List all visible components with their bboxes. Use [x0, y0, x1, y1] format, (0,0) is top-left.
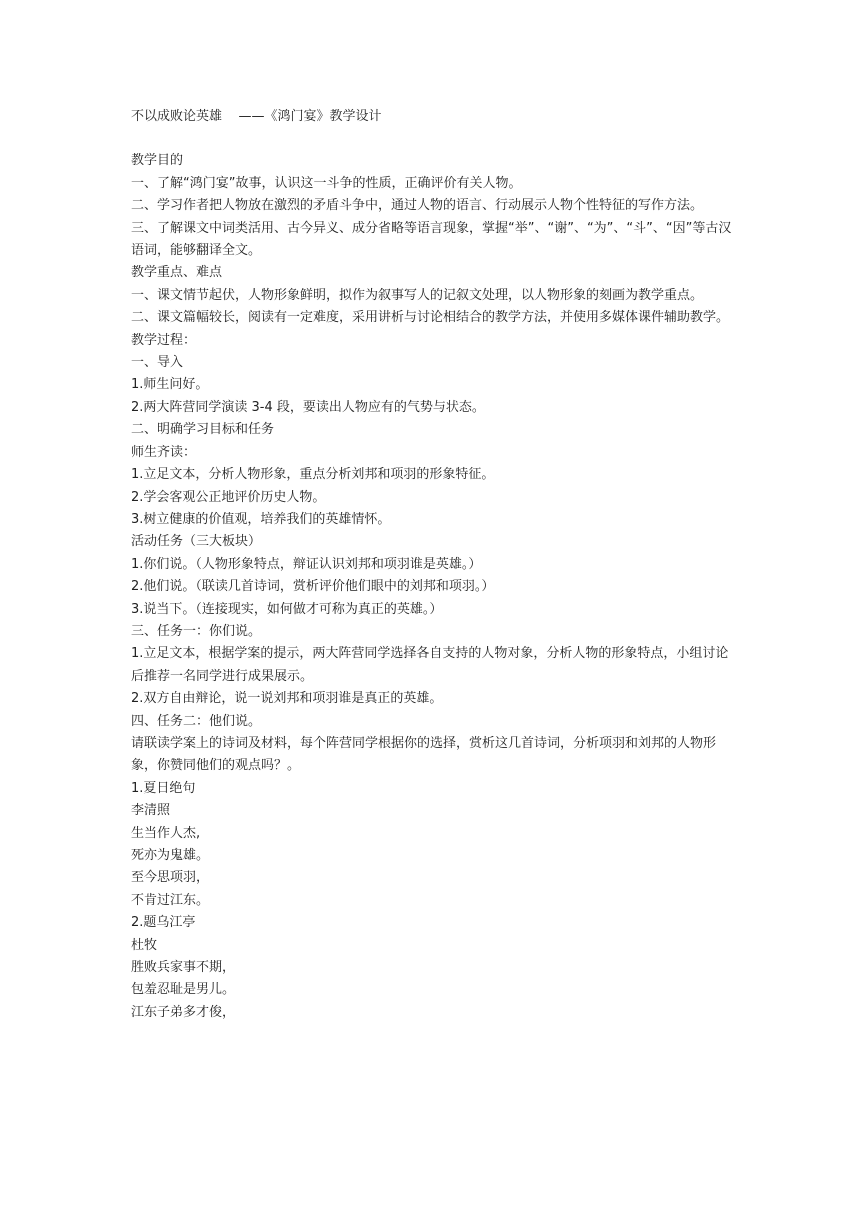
text-line: 1.立足文本，分析人物形象，重点分析刘邦和项羽的形象特征。	[131, 467, 495, 483]
text-line: 一、了解“鸿门宴”故事，认识这一斗争的性质，正确评价有关人物。	[131, 175, 522, 191]
text-line: 三、了解课文中词类活用、古今异义、成分省略等语言现象，掌握“举”、“谢”、“为”、“斗”、“因”等古汉语词，能够翻译全文。	[131, 220, 732, 259]
text-line: 四、任务二：他们说。	[131, 713, 262, 729]
text-line: 杜牧	[131, 937, 158, 953]
text-line: 一、课文情节起伏，人物形象鲜明，拟作为叙事写人的记叙文处理，以人物形象的刻画为教学重点。	[131, 287, 704, 303]
text-line: 二、学习作者把人物放在激烈的矛盾斗争中，通过人物的语言、行动展示人物个性特征的写作方法。	[131, 198, 704, 214]
text-line: 二、明确学习目标和任务	[131, 422, 275, 438]
text-line: 死亦为鬼雄。	[131, 848, 210, 863]
text-line: 3.说当下。（连接现实，如何做才可称为真正的英雄。）	[131, 601, 443, 617]
text-line: 1.立足文本，根据学案的提示，两大阵营同学选择各自支持的人物对象，分析人物的形象特点，小组讨论后推荐一名同学进行成果展示。	[131, 646, 729, 684]
text-line: 包羞忍耻是男儿。	[131, 982, 236, 998]
document-page	[131, 106, 737, 1024]
text-line: 1.师生问好。	[131, 377, 209, 393]
text-line: 2.双方自由辩论，说一说刘邦和项羽谁是真正的英雄。	[131, 691, 443, 707]
text-line: 3.树立健康的价值观，培养我们的英雄情怀。	[131, 511, 391, 527]
text-line: 2.题乌江亭	[131, 915, 196, 931]
text-line: 2.两大阵营同学演读 3-4 段，要读出人物应有的气势与状态。	[131, 399, 485, 415]
text-line: 胜败兵家事不期，	[131, 960, 236, 976]
text-line: 生当作人杰,	[131, 825, 201, 841]
text-line: 1.你们说。（人物形象特点，辩证认识刘邦和项羽谁是英雄。）	[131, 556, 482, 572]
text-line: 江东子弟多才俊，	[131, 1004, 236, 1020]
text-line: 至今思项羽，	[131, 870, 210, 886]
text-line: 教学重点、难点	[131, 265, 223, 281]
text-line: 2.学会客观公正地评价历史人物。	[131, 489, 326, 505]
text-line: 一、导入	[131, 355, 184, 371]
text-line: 活动任务（三大板块）	[131, 534, 262, 550]
text-line: 教学目的	[131, 153, 184, 169]
text-line: 请联读学案上的诗词及材料，每个阵营同学根据你的选择，赏析这几首诗词，分析项羽和刘邦的人物形象，你赞同他们的观点吗？。	[131, 735, 717, 774]
document-title: 不以成败论英雄 ——《鸿门宴》教学设计	[131, 109, 382, 124]
text-line: 不肯过江东。	[131, 892, 210, 908]
text-line: 1.夏日绝句	[131, 780, 196, 796]
text-line: 李清照	[131, 803, 171, 819]
text-line: 二、课文篇幅较长，阅读有一定难度，采用讲析与讨论相结合的教学方法，并使用多媒体课件辅助教学。	[131, 310, 730, 326]
text-line: 2.他们说。（联读几首诗词，赏析评价他们眼中的刘邦和项羽。）	[131, 579, 495, 595]
document-body	[131, 150, 737, 1024]
text-line: 三、任务一：你们说。	[131, 623, 262, 639]
text-line: 师生齐读：	[131, 444, 197, 460]
text-line: 教学过程：	[131, 332, 197, 348]
